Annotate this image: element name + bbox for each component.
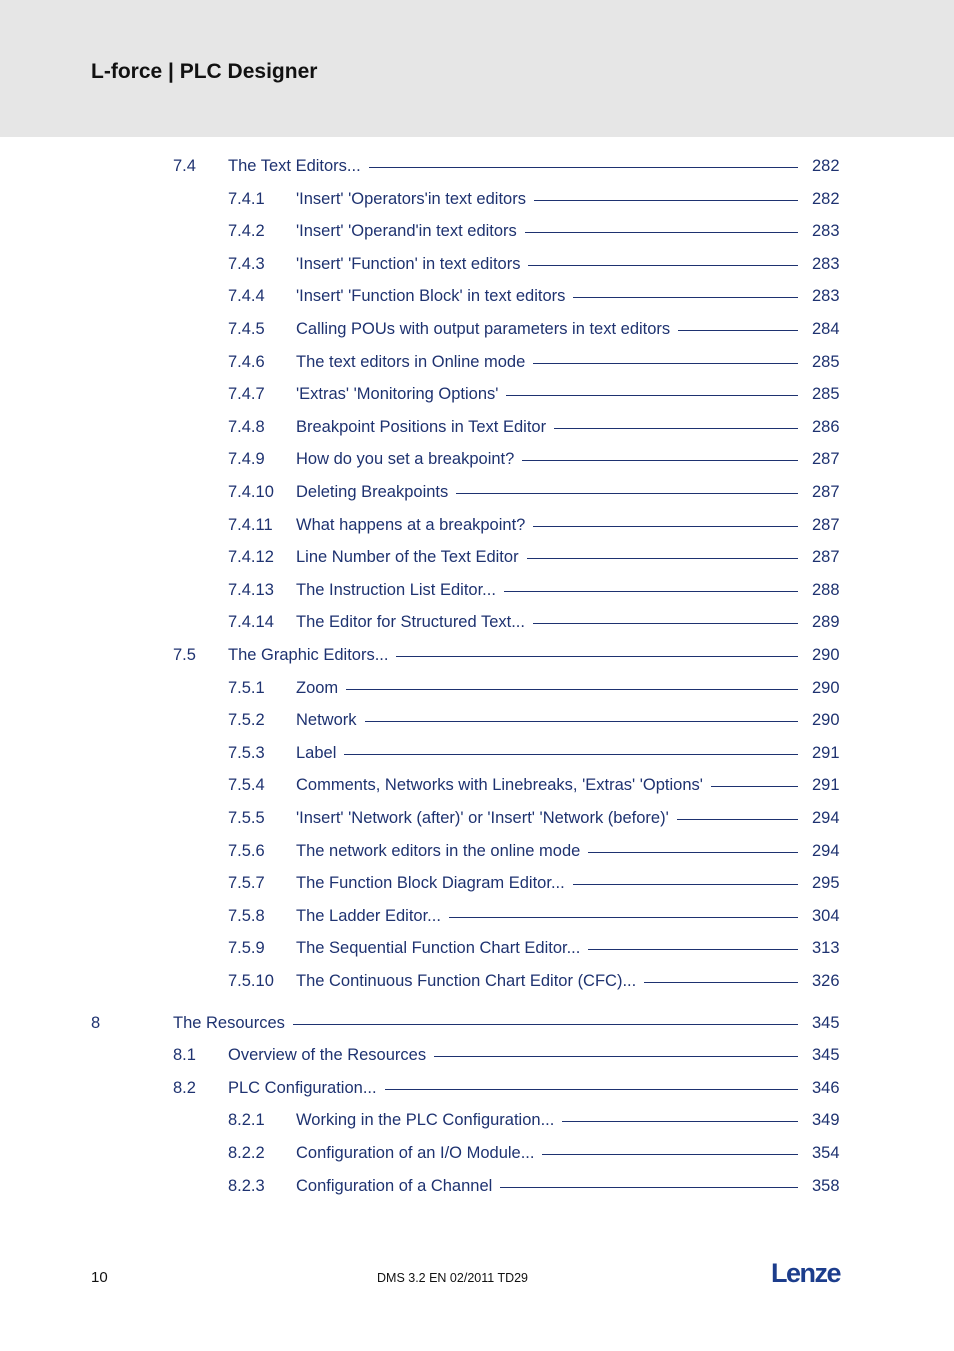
toc-entry[interactable] bbox=[0, 577, 954, 603]
toc-entry-title: 'Insert' 'Operators'in text editors bbox=[296, 189, 526, 208]
toc-leader-line bbox=[678, 330, 798, 331]
toc-entry-title: 'Insert' 'Operand'in text editors bbox=[296, 222, 517, 241]
toc-entry-page: 345 bbox=[812, 1013, 840, 1032]
lenze-logo bbox=[770, 1258, 850, 1288]
toc-entry-number: 7.4.8 bbox=[228, 417, 265, 436]
toc-leader-line bbox=[293, 1024, 798, 1025]
toc-entry-number: 7.5.8 bbox=[228, 906, 265, 925]
toc-entry-number: 7.4.2 bbox=[228, 222, 265, 241]
toc-leader-line bbox=[677, 819, 798, 820]
toc-entry-title: Line Number of the Text Editor bbox=[296, 548, 519, 567]
toc-entry-page: 282 bbox=[812, 157, 840, 175]
toc-entry-page: 294 bbox=[812, 841, 840, 860]
toc-entry-page: 283 bbox=[812, 222, 840, 241]
toc-leader-line bbox=[562, 1121, 798, 1122]
toc-entry-page: 282 bbox=[812, 189, 840, 208]
toc-leader-line bbox=[533, 363, 798, 364]
toc-leader-line bbox=[449, 917, 798, 918]
toc-entry-title: 'Insert' 'Network (after)' or 'Insert' 'Network (before)' bbox=[296, 809, 669, 827]
toc-leader-line bbox=[534, 200, 798, 201]
toc-entry-page: 283 bbox=[812, 254, 840, 273]
toc-leader-line bbox=[588, 949, 798, 950]
footer-page-number: 10 bbox=[91, 1269, 108, 1286]
toc-entry-page: 287 bbox=[812, 483, 840, 501]
toc-entry-title: Network bbox=[296, 711, 357, 730]
toc-leader-line bbox=[573, 297, 798, 298]
toc-entry-title: Breakpoint Positions in Text Editor bbox=[296, 417, 547, 436]
toc-entry[interactable] bbox=[0, 544, 954, 570]
toc-entry[interactable] bbox=[0, 1173, 954, 1199]
toc-entry-title: Zoom bbox=[296, 678, 339, 697]
toc-entry[interactable] bbox=[0, 153, 954, 179]
toc-entry-title: Configuration of an I/O Module... bbox=[296, 1144, 535, 1162]
toc-entry-page: 288 bbox=[812, 580, 840, 599]
toc-entry-title: Deleting Breakpoints bbox=[296, 483, 449, 501]
toc-entry-title: Calling POUs with output parameters in text editors bbox=[296, 320, 671, 338]
toc-entry-title: The Continuous Function Chart Editor (CFC)... bbox=[296, 972, 637, 990]
toc-entry-page: 287 bbox=[812, 548, 840, 567]
toc-leader-line bbox=[528, 265, 798, 266]
toc-entry-title: 'Insert' 'Function Block' in text editors bbox=[296, 287, 566, 306]
toc-entry[interactable] bbox=[0, 512, 954, 538]
toc-entry-number: 7.5.4 bbox=[228, 776, 265, 795]
toc-leader-line bbox=[434, 1056, 798, 1057]
toc-entry-number: 7.5 bbox=[173, 646, 196, 664]
toc-entry-number: 7.4.1 bbox=[228, 189, 265, 208]
toc-leader-line bbox=[365, 721, 798, 722]
toc-entry-number: 7.5.6 bbox=[228, 841, 265, 860]
toc-entry-page: 290 bbox=[812, 678, 840, 697]
toc-leader-line bbox=[396, 656, 798, 657]
toc-entry-number: 7.4.10 bbox=[228, 483, 274, 501]
toc-entry[interactable] bbox=[0, 1140, 954, 1166]
toc-entry-number: 7.4.3 bbox=[228, 254, 265, 273]
toc-entry[interactable] bbox=[0, 316, 954, 342]
toc-entry[interactable] bbox=[0, 1010, 954, 1036]
toc-entry-number: 7.5.5 bbox=[228, 809, 265, 827]
toc-entry-page: 304 bbox=[812, 906, 840, 925]
toc-entry[interactable] bbox=[0, 903, 954, 929]
toc-leader-line bbox=[522, 460, 798, 461]
toc-entry-page: 358 bbox=[812, 1176, 840, 1195]
toc-leader-line bbox=[542, 1154, 798, 1155]
toc-entry-page: 346 bbox=[812, 1078, 840, 1097]
toc-entry[interactable] bbox=[0, 1042, 954, 1068]
toc-leader-line bbox=[456, 493, 798, 494]
toc-entry[interactable] bbox=[0, 740, 954, 766]
toc-entry-page: 354 bbox=[812, 1144, 840, 1162]
toc-entry-number: 8.2.3 bbox=[228, 1176, 265, 1195]
toc-entry-number: 7.4.13 bbox=[228, 580, 274, 599]
toc-entry-page: 285 bbox=[812, 385, 840, 404]
toc-leader-line bbox=[344, 754, 798, 755]
toc-leader-line bbox=[500, 1187, 798, 1188]
page-header bbox=[0, 0, 954, 137]
toc-entry-title: The Text Editors... bbox=[228, 157, 361, 175]
toc-entry-page: 313 bbox=[812, 939, 840, 958]
toc-entry[interactable] bbox=[0, 1107, 954, 1133]
toc-entry[interactable] bbox=[0, 381, 954, 407]
toc-entry-title: How do you set a breakpoint? bbox=[296, 450, 515, 469]
svg-text:Lenze: Lenze bbox=[771, 1258, 841, 1288]
toc-entry[interactable] bbox=[0, 349, 954, 375]
toc-leader-line bbox=[644, 982, 798, 983]
toc-entry-page: 286 bbox=[812, 417, 840, 436]
toc-entry-title: Working in the PLC Configuration... bbox=[296, 1111, 555, 1130]
toc-entry[interactable] bbox=[0, 446, 954, 472]
toc-entry[interactable] bbox=[0, 609, 954, 635]
toc-entry-title: The Editor for Structured Text... bbox=[296, 613, 525, 632]
toc-entry-page: 295 bbox=[812, 874, 840, 893]
toc-entry-page: 284 bbox=[812, 320, 840, 338]
toc-entry-page: 287 bbox=[812, 515, 840, 534]
toc-leader-line bbox=[504, 591, 798, 592]
toc-entry-title: The network editors in the online mode bbox=[296, 841, 581, 860]
toc-leader-line bbox=[554, 428, 798, 429]
toc-entry-number: 7.4.11 bbox=[228, 515, 273, 534]
toc-entry[interactable] bbox=[0, 968, 954, 994]
toc-entry-page: 290 bbox=[812, 711, 840, 730]
toc-entry[interactable] bbox=[0, 675, 954, 701]
toc-leader-line bbox=[533, 526, 798, 527]
toc-entry-number: 7.4.14 bbox=[228, 613, 274, 632]
toc-entry[interactable] bbox=[0, 772, 954, 798]
toc-entry-page: 326 bbox=[812, 972, 840, 990]
toc-entry[interactable] bbox=[0, 414, 954, 440]
toc-entry-number: 7.5.1 bbox=[228, 678, 265, 697]
toc-entry-title: 'Extras' 'Monitoring Options' bbox=[296, 385, 499, 404]
toc-leader-line bbox=[711, 786, 798, 787]
toc-entry-number: 7.4.6 bbox=[228, 352, 265, 371]
toc-entry[interactable] bbox=[0, 838, 954, 864]
toc-entry[interactable] bbox=[0, 186, 954, 212]
toc-entry-title: The Instruction List Editor... bbox=[296, 580, 496, 599]
toc-entry-number: 8.2 bbox=[173, 1078, 196, 1097]
toc-entry-title: PLC Configuration... bbox=[228, 1078, 377, 1097]
toc-entry-page: 287 bbox=[812, 450, 840, 469]
toc-entry[interactable] bbox=[0, 283, 954, 309]
toc-entry-title: The Sequential Function Chart Editor... bbox=[296, 939, 581, 958]
toc-leader-line bbox=[525, 232, 798, 233]
toc-entry[interactable] bbox=[0, 251, 954, 277]
toc-entry-title: Configuration of a Channel bbox=[296, 1176, 493, 1195]
toc-entry-title: Comments, Networks with Linebreaks, 'Extras' 'Options' bbox=[296, 776, 703, 795]
toc-entry-number: 7.4 bbox=[173, 157, 196, 175]
toc-entry-title: The Ladder Editor... bbox=[296, 906, 441, 925]
toc-entry-title: The text editors in Online mode bbox=[296, 352, 526, 371]
toc-entry-title: The Graphic Editors... bbox=[228, 646, 389, 664]
toc-entry-title: What happens at a breakpoint? bbox=[296, 515, 526, 534]
toc-entry-title: The Function Block Diagram Editor... bbox=[296, 874, 565, 893]
toc-leader-line bbox=[385, 1089, 798, 1090]
toc-leader-line bbox=[533, 623, 798, 624]
header-title: L-force | PLC Designer bbox=[91, 60, 318, 83]
toc-entry-page: 289 bbox=[812, 613, 840, 632]
toc-entry[interactable] bbox=[0, 479, 954, 505]
toc-leader-line bbox=[506, 395, 798, 396]
toc-entry-page: 285 bbox=[812, 352, 840, 371]
toc-entry-title: Overview of the Resources bbox=[228, 1046, 427, 1065]
toc-entry-title: The Resources bbox=[173, 1013, 285, 1032]
toc-leader-line bbox=[369, 167, 798, 168]
toc-entry[interactable] bbox=[0, 707, 954, 733]
toc-entry-page: 291 bbox=[812, 743, 840, 762]
toc-entry-number: 7.5.7 bbox=[228, 874, 265, 893]
toc-leader-line bbox=[527, 558, 798, 559]
toc-leader-line bbox=[346, 689, 798, 690]
toc-entry[interactable] bbox=[0, 870, 954, 896]
toc-entry-title: Label bbox=[296, 743, 337, 762]
toc-entry-page: 345 bbox=[812, 1046, 840, 1065]
toc-leader-line bbox=[588, 852, 798, 853]
toc-entry[interactable] bbox=[0, 805, 954, 831]
toc-entry-number: 7.4.4 bbox=[228, 287, 265, 306]
toc-entry-page: 290 bbox=[812, 646, 840, 664]
toc-entry-page: 349 bbox=[812, 1111, 840, 1130]
toc-entry-number: 7.5.3 bbox=[228, 743, 265, 762]
toc-entry-page: 283 bbox=[812, 287, 840, 306]
toc-leader-line bbox=[573, 884, 798, 885]
toc-entry[interactable] bbox=[0, 218, 954, 244]
toc-entry-number: 7.4.9 bbox=[228, 450, 265, 469]
toc-entry-number: 8.2.1 bbox=[228, 1111, 265, 1130]
toc-entry-number: 7.5.9 bbox=[228, 939, 265, 958]
toc-entry[interactable] bbox=[0, 935, 954, 961]
toc-entry-number: 7.5.2 bbox=[228, 711, 265, 730]
toc-entry[interactable] bbox=[0, 1075, 954, 1101]
toc-entry-number: 7.5.10 bbox=[228, 972, 274, 990]
footer-document-id: DMS 3.2 EN 02/2011 TD29 bbox=[377, 1271, 529, 1285]
toc-entry-page: 291 bbox=[812, 776, 840, 795]
toc-entry-number: 8.1 bbox=[173, 1046, 196, 1065]
toc-entry-number: 7.4.12 bbox=[228, 548, 274, 567]
toc-entry[interactable] bbox=[0, 642, 954, 668]
toc-entry-title: 'Insert' 'Function' in text editors bbox=[296, 254, 521, 273]
toc-entry-number: 8.2.2 bbox=[228, 1144, 265, 1162]
toc-entry-number: 7.4.5 bbox=[228, 320, 265, 338]
toc-entry-number: 8 bbox=[91, 1013, 101, 1032]
toc-entry-page: 294 bbox=[812, 809, 840, 827]
toc-entry-number: 7.4.7 bbox=[228, 385, 265, 404]
